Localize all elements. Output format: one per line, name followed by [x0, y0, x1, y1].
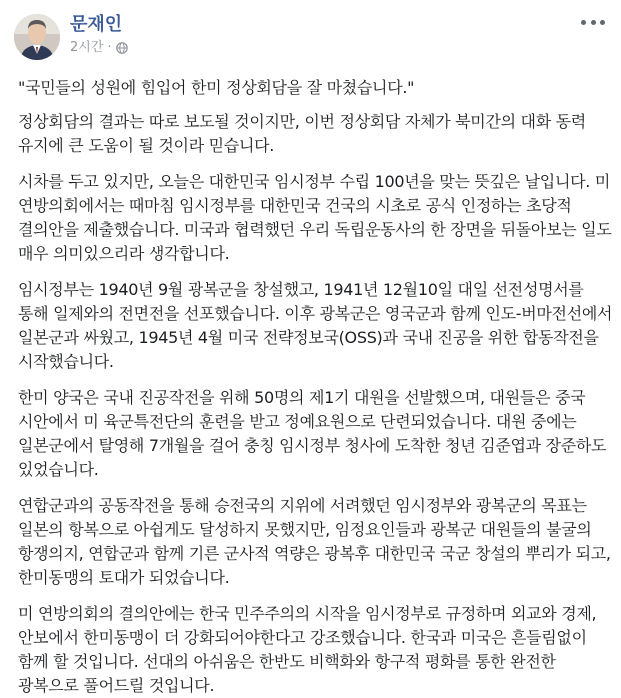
- menu-dot: [600, 20, 605, 25]
- post-timestamp[interactable]: 2시간: [70, 40, 104, 55]
- profile-photo-icon: [14, 14, 60, 60]
- post-paragraph: 임시정부는 1940년 9월 광복군을 창설했고, 1941년 12월10일 대일 선전성명서를 통해 일제와의 전면전을 선포했습니다. 이후 광복군은 영국군과 함께 인도-버마전선에서 일본군과 싸웠고, 1945년 4월 미국 전략정보국(OSS)과 국내 진공을 위한 합동작전을 시작했습니다.: [18, 280, 613, 371]
- post-paragraph: "국민들의 성원에 힘입어 한미 정상회담을 잘 마쳤습니다.": [18, 78, 415, 97]
- post-header: [14, 12, 605, 70]
- globe-icon[interactable]: [116, 42, 128, 54]
- post-paragraph: 연합군과의 공동작전을 통해 승전국의 지위에 서려했던 임시정부와 광복군의 목표는 일본의 항복으로 아쉽게도 달성하지 못했지만, 임정요인들과 광복군 대원들의 불굴의 항쟁의지, 연합군과 함께 기른 군사적 역량은 광복후 대한민국 국군 창설의 뿌리가 되고, 한미동맹의 토대가 되었습니다.: [18, 496, 611, 587]
- menu-dot: [591, 20, 596, 25]
- post-paragraph: 정상회담의 결과는 따로 보도될 것이지만, 이번 정상회담 자체가 북미간의 대화 동력 유지에 큰 도움이 될 것이라 믿습니다.: [18, 112, 586, 155]
- post-paragraph: 미 연방의회의 결의안에는 한국 민주주의의 시작을 임시정부로 규정하며 외교와 경제, 안보에서 한미동맹이 더 강화되어야한다고 강조했습니다. 한국과 미국은 흔들림없이 함께 할 것입니다. 선대의 아쉬움은 한반도 비핵화와 항구적 평화를 통한 완전한 광복으로 풀어드릴 것입니다.: [18, 604, 597, 695]
- post-meta: [70, 12, 128, 56]
- post-subline: [70, 40, 128, 56]
- author-avatar[interactable]: [14, 14, 60, 60]
- post-content: [14, 76, 614, 698]
- more-options-icon[interactable]: [581, 14, 605, 30]
- author-name[interactable]: 문재인: [70, 14, 123, 35]
- post-paragraph: 시차를 두고 있지만, 오늘은 대한민국 임시정부 수립 100년을 맞는 뜻깊은 날입니다. 미 연방의회에서는 때마침 임시정부를 대한민국 건국의 시초로 공식 인정하는 초당적 결의안을 제출했습니다. 미국과 협력했던 우리 독립운동사의 한 장면을 뒤돌아보는 일도 매우 의미있으리라 생각합니다.: [18, 172, 612, 263]
- menu-dot: [581, 20, 586, 25]
- post-paragraph: 한미 양국은 국내 진공작전을 위해 50명의 제1기 대원을 선발했으며, 대원들은 중국 시안에서 미 육군특전단의 훈련을 받고 정예요원으로 단련되었습니다. 대원 중에는 일본군에서 탈영해 7개월을 걸어 충칭 임시정부 청사에 도착한 청년 김준엽과 장준하도 있었습니다.: [18, 388, 607, 479]
- meta-separator: ·: [107, 40, 112, 55]
